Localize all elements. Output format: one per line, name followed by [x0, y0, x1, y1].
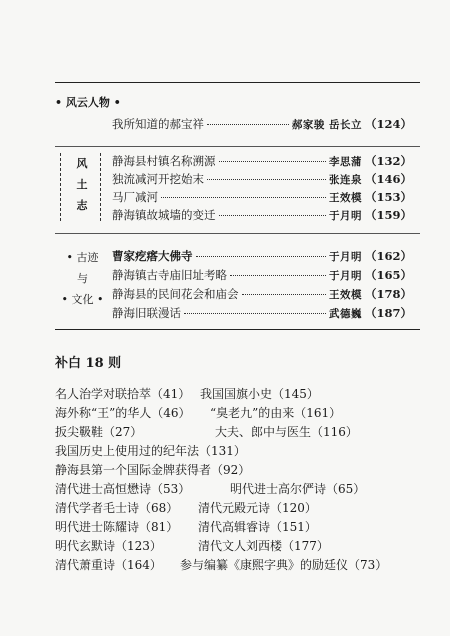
entry-author: 王效模 — [328, 289, 362, 301]
entry-author: 王效模 — [328, 192, 362, 204]
leader-dots — [242, 294, 326, 295]
toc-entry — [112, 267, 412, 283]
entry-author: 于月明 — [328, 251, 362, 263]
buba-item: “臭老九”的由来（161） — [210, 406, 342, 420]
buba-item: 静海县第一个国际金牌获得者（92） — [55, 463, 251, 477]
buba-item: 我国国旗小史（145） — [200, 387, 319, 401]
toc-entry — [112, 189, 412, 205]
divider-rule — [55, 146, 420, 147]
toc-entry — [112, 286, 412, 302]
entry-author: 郝家骏 岳长立 — [291, 119, 362, 131]
bottom-rule — [55, 329, 420, 330]
section-label-guji — [55, 252, 110, 305]
buba-item: 名人治学对联拾萃（41） — [55, 387, 191, 401]
buba-item: 我国历史上使用过的纪年法（131） — [55, 444, 246, 458]
toc-entry — [112, 171, 412, 187]
entry-author: 张连泉 — [328, 174, 362, 186]
label-char: 志 — [76, 199, 88, 212]
entry-page: （153） — [364, 190, 412, 204]
buba-item: 清代高辑睿诗（151） — [198, 520, 317, 534]
entry-author: 武德巍 — [328, 308, 362, 320]
buba-item: 扳尖靸鞋（27） — [55, 425, 143, 439]
section-title-fengyun: • 风云人物 • — [55, 96, 121, 109]
leader-dots — [207, 179, 326, 180]
entry-page: （162） — [364, 249, 412, 263]
entry-page: （159） — [364, 208, 412, 222]
section-label-fengtu — [72, 158, 92, 211]
entry-author: 李思蒲 — [328, 156, 362, 168]
label-char: • 古迹 — [66, 251, 99, 264]
leader-dots — [230, 275, 326, 276]
entry-title: 静海旧联漫话 — [112, 306, 181, 320]
leader-dots — [161, 197, 326, 198]
entry-title: 静海镇古寺庙旧址考略 — [112, 268, 227, 282]
entry-author: 于月明 — [328, 210, 362, 222]
buba-item: 清代学者毛士诗（68） — [55, 501, 179, 515]
label-char: • 文化 • — [61, 293, 104, 306]
entry-title: 静海镇故城墙的变迁 — [112, 208, 216, 222]
entry-author: 于月明 — [328, 270, 362, 282]
entry-page: （146） — [364, 172, 412, 186]
entry-page: （132） — [364, 154, 412, 168]
buba-item: 大夫、郎中与医生（116） — [215, 425, 358, 439]
toc-entry — [112, 248, 412, 264]
toc-entry — [112, 207, 412, 223]
leader-dots — [219, 161, 326, 162]
toc-entry — [112, 116, 412, 132]
top-rule — [55, 82, 420, 83]
entry-title: 我所知道的郝宝祥 — [112, 117, 204, 131]
entry-page: （178） — [364, 287, 412, 301]
toc-entry — [112, 153, 412, 169]
label-char: 风 — [76, 157, 88, 170]
entry-page: （187） — [364, 306, 412, 320]
leader-dots — [184, 313, 326, 314]
buba-item: 清代进士高恒懋诗（53） — [55, 482, 191, 496]
buba-item: 海外称“王”的华人（46） — [55, 406, 191, 420]
buba-item: 清代元殿元诗（120） — [198, 501, 317, 515]
buba-item: 清代文人刘西楼（177） — [198, 539, 329, 553]
entry-title: 静海县的民间花会和庙会 — [112, 287, 239, 301]
toc-entry — [112, 305, 412, 321]
entry-title: 马厂减河 — [112, 190, 158, 204]
buba-item: 明代进士高尔俨诗（65） — [230, 482, 366, 496]
label-char: 与 — [77, 272, 88, 285]
entry-title: 独流减河开挖始末 — [112, 172, 204, 186]
entry-page: （165） — [364, 268, 412, 282]
leader-dots — [196, 256, 326, 257]
leader-dots — [219, 215, 326, 216]
buba-heading: 补白 18 则 — [55, 356, 122, 371]
label-char: 土 — [76, 178, 88, 191]
entry-title: 曹家疙瘩大佛寺 — [112, 249, 193, 263]
section-side-border — [100, 153, 101, 221]
buba-item: 参与编纂《康熙字典》的励廷仪（73） — [180, 558, 388, 572]
buba-item: 清代萧重诗（164） — [55, 558, 162, 572]
buba-item: 明代进士陈耀诗（81） — [55, 520, 179, 534]
divider-rule — [55, 233, 420, 234]
section-side-border — [60, 153, 61, 221]
leader-dots — [207, 124, 289, 125]
entry-page: （124） — [364, 117, 412, 131]
buba-item: 明代玄默诗（123） — [55, 539, 162, 553]
entry-title: 静海县村镇名称溯源 — [112, 154, 216, 168]
